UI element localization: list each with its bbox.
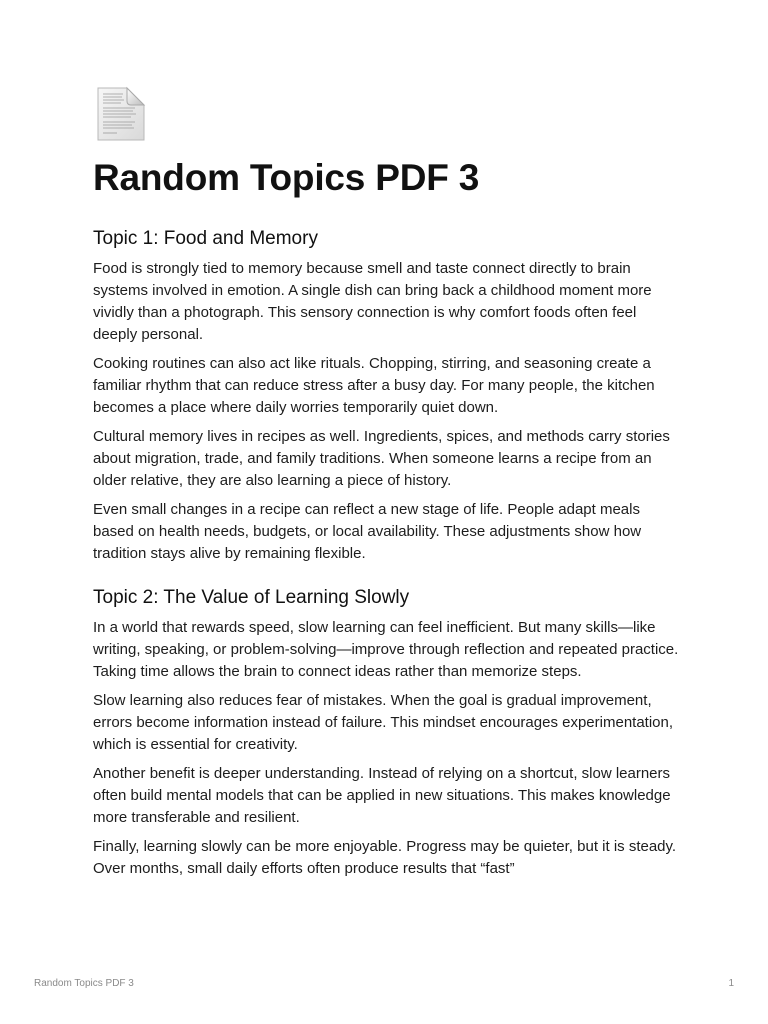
paragraph: Food is strongly tied to memory because smell and taste connect directly to brain systems involved in emotion. A single dish can bring back a childhood moment more vividly than a photograph. This sensory connection is why comfort foods often feel deeply personal. xyxy=(93,260,652,343)
page-footer xyxy=(34,976,734,990)
footer-document-title: Random Topics PDF 3 xyxy=(34,977,134,989)
section-heading: Topic 2: The Value of Learning Slowly xyxy=(93,587,410,608)
document-body xyxy=(93,86,683,887)
paragraph: In a world that rewards speed, slow learning can feel inefficient. But many skills—like writing, speaking, or problem-solving—improve through reflection and repeated practice. Taking time allows the brain to connect ideas rather than memorize steps. xyxy=(93,619,679,680)
paragraph: Slow learning also reduces fear of mistakes. When the goal is gradual improvement, errors become information instead of failure. This mindset encourages experimentation, which is essential for creativity. xyxy=(93,692,674,753)
document-title: Random Topics PDF 3 xyxy=(93,157,480,198)
topic-section-food-memory xyxy=(93,226,683,565)
paragraph: Cooking routines can also act like rituals. Chopping, stirring, and seasoning create a familiar rhythm that can reduce stress after a busy day. For many people, the kitchen becomes a place where daily worries temporarily quiet down. xyxy=(93,355,655,416)
topic-section-learning-slowly xyxy=(93,585,683,880)
paragraph: Even small changes in a recipe can reflect a new stage of life. People adapt meals based on health needs, budgets, or local availability. These adjustments show how tradition stays alive by remaining flexible. xyxy=(93,501,642,562)
footer-page-number: 1 xyxy=(728,977,734,989)
section-heading: Topic 1: Food and Memory xyxy=(93,228,318,249)
pdf-document-icon xyxy=(95,86,147,142)
paragraph: Cultural memory lives in recipes as well. Ingredients, spices, and methods carry stories about migration, trade, and family traditions. When someone learns a recipe from an older relative, they are also learning a piece of history. xyxy=(93,428,670,489)
paragraph: Another benefit is deeper understanding. Instead of relying on a shortcut, slow learners often build mental models that can be applied in new situations. This makes knowledge more transferable and resilient. xyxy=(93,765,671,826)
paragraph: Finally, learning slowly can be more enjoyable. Progress may be quieter, but it is steady. Over months, small daily efforts often produce results that “fast” xyxy=(93,838,677,877)
